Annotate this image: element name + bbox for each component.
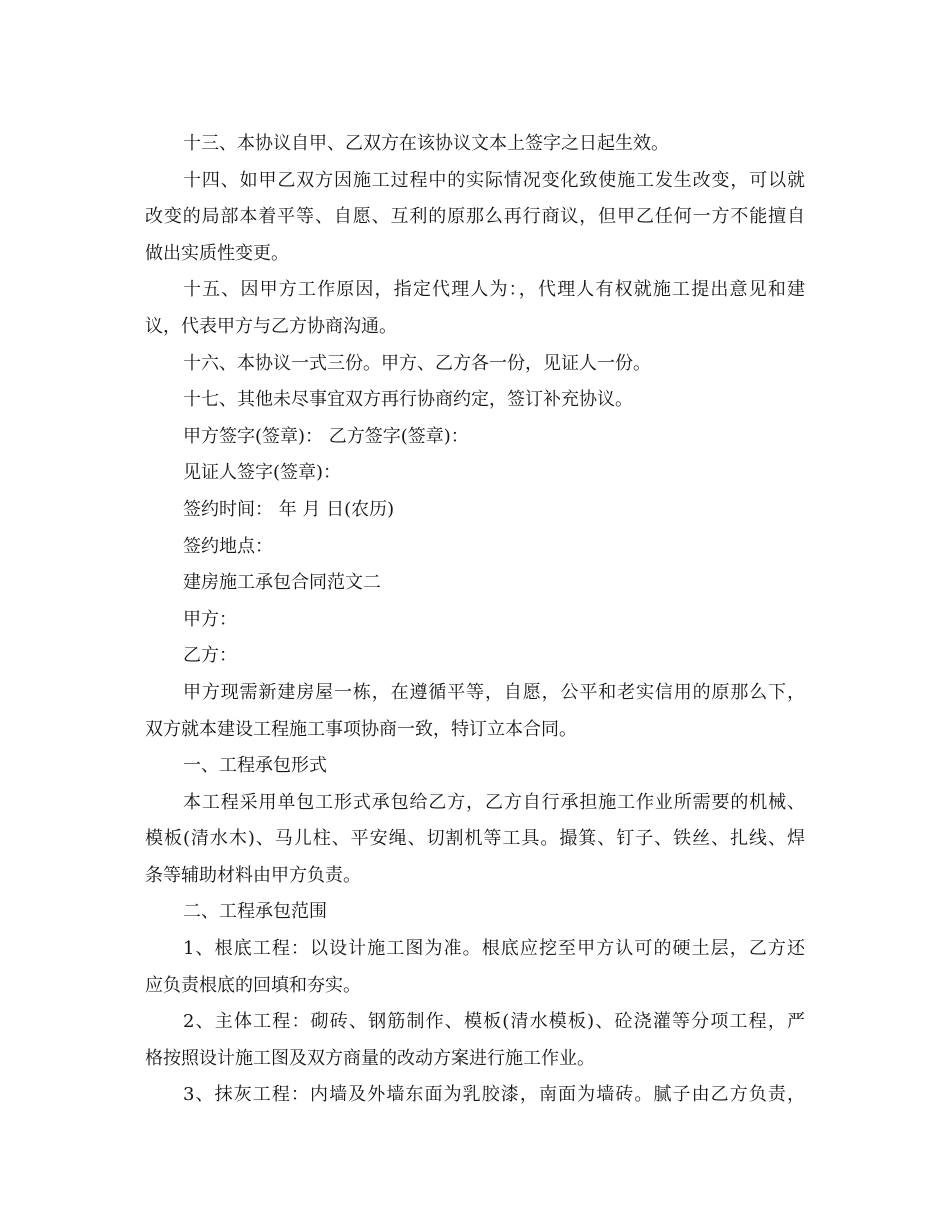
clause-14-line-3: 做出实质性变更。 [145,242,289,264]
intro-line-1: 甲方现需新建房屋一栋，在遵循平等，自愿，公平和老实信用的原那么下， [183,681,805,703]
section-1-line-3: 条等辅助材料由甲方负责。 [145,864,361,886]
signing-time: 签约时间： 年 月 日(农历) [183,498,395,520]
clause-14-line-2: 改变的局部本着平等、自愿、互利的原那么再行商议，但甲乙任何一方不能擅自 [145,206,805,228]
clause-17: 十七、其他未尽事宜双方再行协商约定，签订补充协议。 [183,389,633,411]
item-2-2-line-1: 2、主体工程：砌砖、钢筋制作、模板(清水模板)、砼浇灌等分项工程，严 [183,1011,805,1033]
party-a-label: 甲方： [183,608,237,630]
item-2-1-line-1: 1、根底工程：以设计施工图为准。根底应挖至甲方认可的硬土层，乙方还 [183,938,805,960]
clause-16: 十六、本协议一式三份。甲方、乙方各一份，见证人一份。 [183,352,651,374]
contract-title-2: 建房施工承包合同范文二 [183,572,381,594]
item-2-2-line-2: 格按照设计施工图及双方商量的改动方案进行施工作业。 [145,1047,595,1069]
item-2-3-line-1: 3、抹灰工程：内墙及外墙东面为乳胶漆，南面为墙砖。腻子由乙方负责， [183,1084,805,1106]
clause-15-line-2: 议，代表甲方与乙方协商沟通。 [145,315,397,337]
signing-place: 签约地点： [183,535,273,557]
intro-line-2: 双方就本建设工程施工事项协商一致，特订立本合同。 [145,718,577,740]
document-body [145,126,805,1114]
party-b-label: 乙方： [183,645,237,667]
section-heading-1: 一、工程承包形式 [183,755,327,777]
clause-14-line-1: 十四、如甲乙双方因施工过程中的实际情况变化致使施工发生改变，可以就 [183,169,805,191]
item-2-1-line-2: 应负责根底的回填和夯实。 [145,974,361,996]
section-1-line-2: 模板(清水木)、马儿柱、平安绳、切割机等工具。撮箕、钉子、铁丝、扎线、焊 [145,828,805,850]
signature-parties: 甲方签字(签章)： 乙方签字(签章)： [183,425,469,447]
clause-15-line-1: 十五、因甲方工作原因，指定代理人为：，代理人有权就施工提出意见和建 [183,279,805,301]
clause-13: 十三、本协议自甲、乙双方在该协议文本上签字之日起生效。 [183,133,669,154]
signature-witness: 见证人签字(签章)： [183,462,342,484]
section-1-line-1: 本工程采用单包工形式承包给乙方，乙方自行承担施工作业所需要的机械、 [183,791,805,813]
section-heading-2: 二、工程承包范围 [183,901,327,923]
